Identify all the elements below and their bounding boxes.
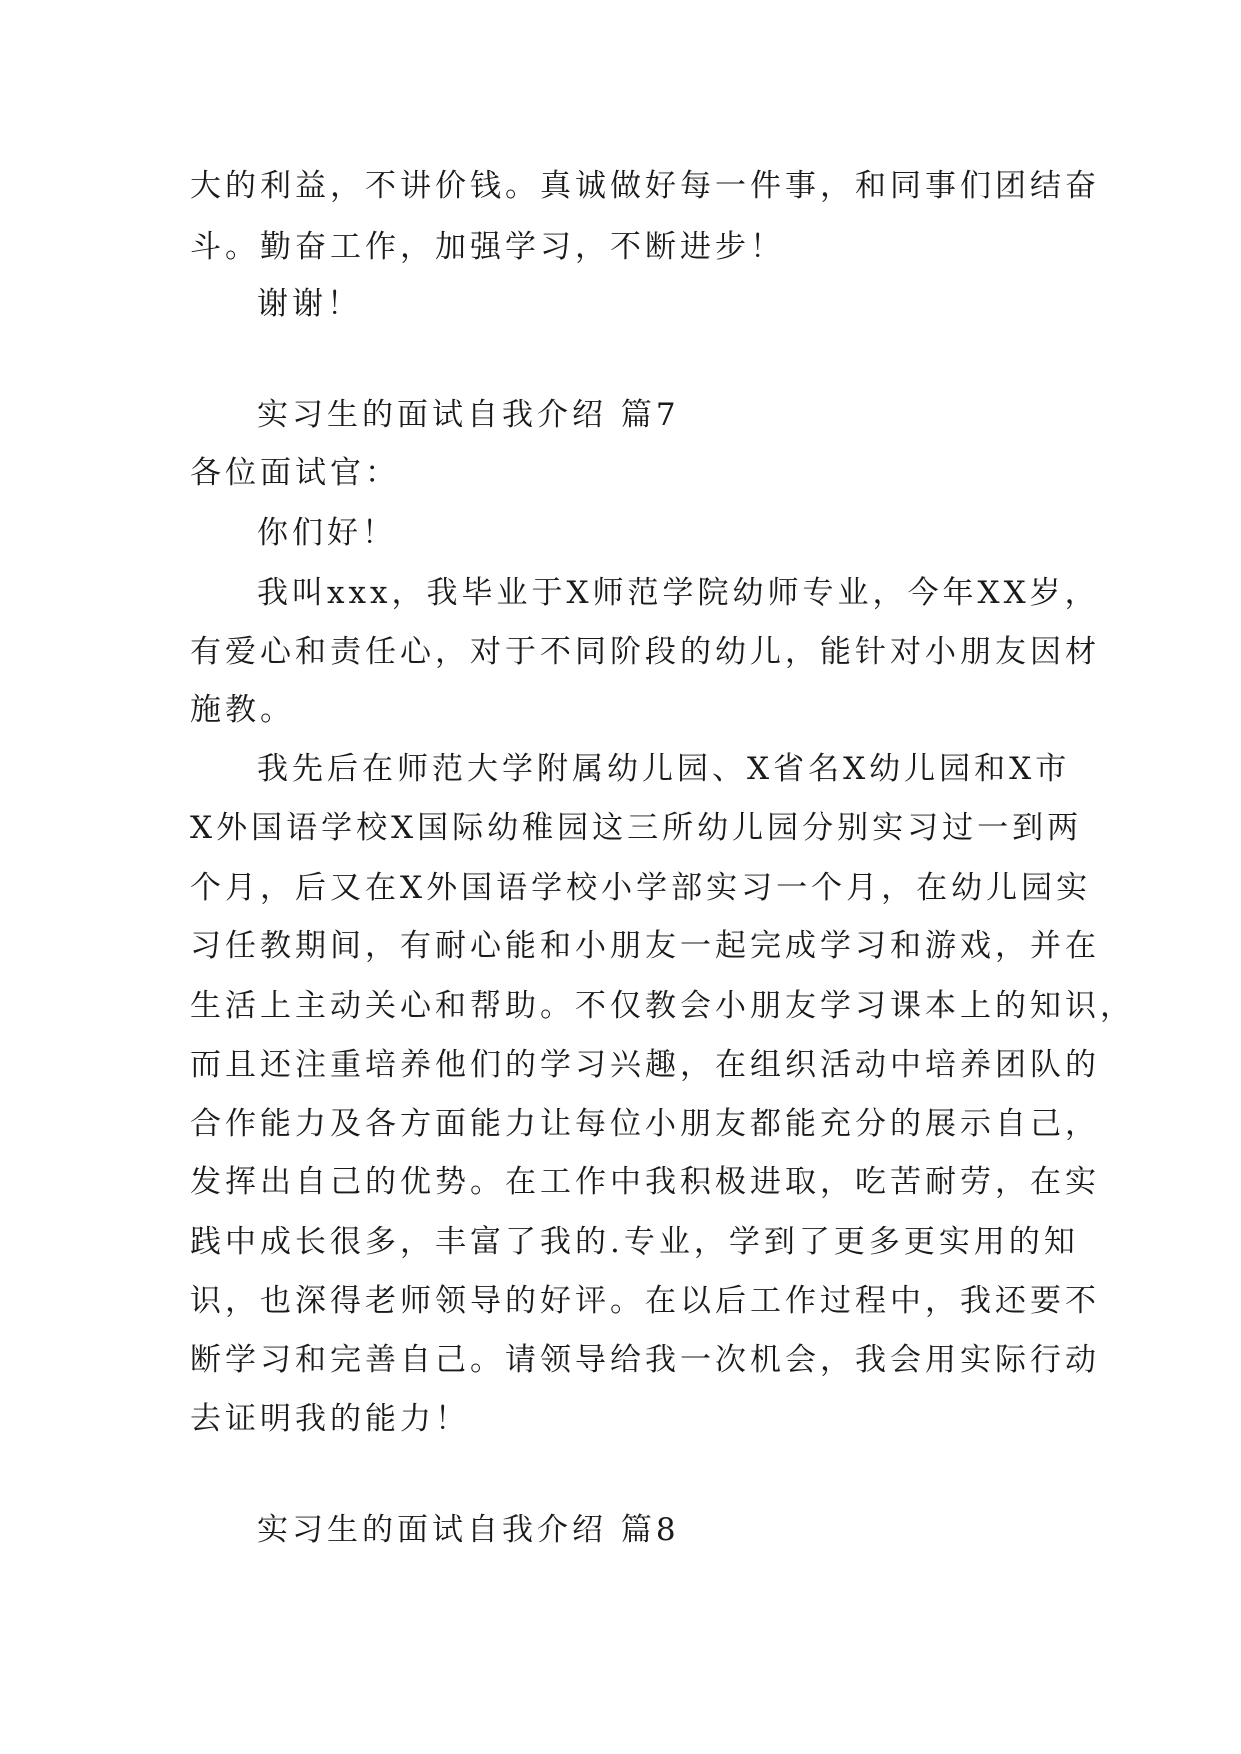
body-text-line: 断学习和完善自己。请领导给我一次机会，我会用实际行动 (190, 1342, 1100, 1378)
body-text-line: 识，也深得老师领导的好评。在以后工作过程中，我还要不 (190, 1283, 1100, 1319)
greeting: 你们好！ (257, 515, 397, 551)
body-text-line: 践中成长很多，丰富了我的.专业，学到了更多更实用的知 (190, 1224, 1079, 1260)
body-text-line: 合作能力及各方面能力让每位小朋友都能充分的展示自己， (190, 1106, 1100, 1142)
body-text-line: 而且还注重培养他们的学习兴趣，在组织活动中培养团队的 (190, 1047, 1100, 1083)
body-text-line: 去证明我的能力！ (190, 1401, 470, 1437)
section-heading: 实习生的面试自我介绍 篇8 (257, 1512, 680, 1548)
body-text-line: 施教。 (190, 692, 295, 728)
body-text-line: 生活上主动关心和帮助。不仅教会小朋友学习课本上的知识， (190, 988, 1135, 1024)
body-text-line: X外国语学校X国际幼稚园这三所幼儿园分别实习过一到两 (190, 810, 1083, 846)
closing-thanks: 谢谢！ (257, 286, 362, 322)
salutation: 各位面试官： (190, 455, 400, 491)
body-text-line: 个月，后又在X外国语学校小学部实习一个月，在幼儿园实 (190, 870, 1092, 906)
body-text-line: 我叫xxx，我毕业于X师范学院幼师专业，今年XX岁， (257, 575, 1100, 611)
body-text-line: 有爱心和责任心，对于不同阶段的幼儿，能针对小朋友因材 (190, 634, 1100, 670)
body-text-line: 发挥出自己的优势。在工作中我积极进取，吃苦耐劳，在实 (190, 1164, 1100, 1200)
section-heading: 实习生的面试自我介绍 篇7 (257, 397, 680, 433)
body-text-line: 习任教期间，有耐心能和小朋友一起完成学习和游戏，并在 (190, 928, 1100, 964)
body-text-line: 大的利益，不讲价钱。真诚做好每一件事，和同事们团结奋 (190, 168, 1100, 204)
body-text-line: 我先后在师范大学附属幼儿园、X省名X幼儿园和X市 (257, 751, 1071, 787)
body-text-line: 斗。勤奋工作，加强学习，不断进步！ (190, 229, 785, 265)
